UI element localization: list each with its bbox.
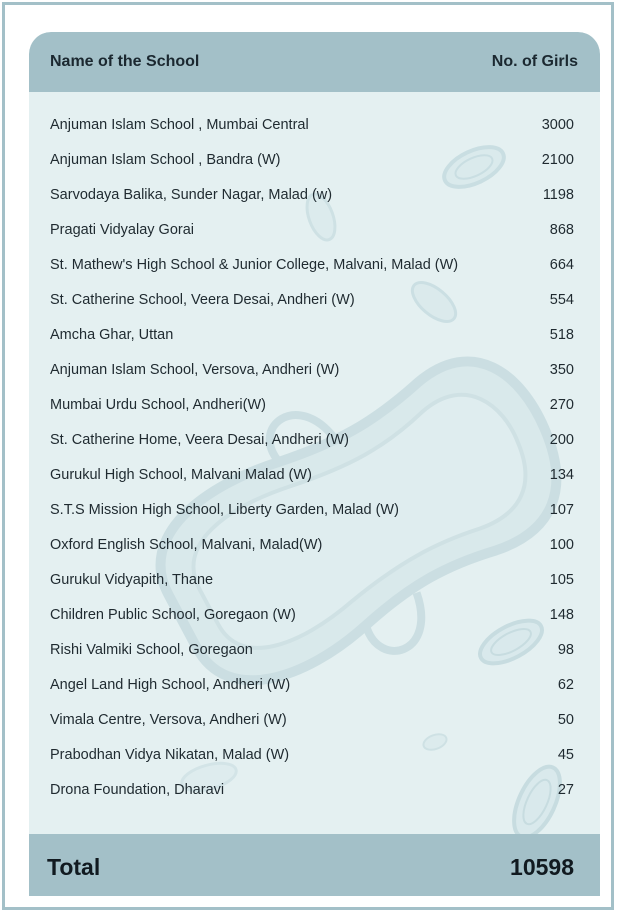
girls-count: 45	[557, 747, 574, 763]
table-row	[29, 391, 600, 426]
girls-count: 1198	[542, 187, 574, 203]
total-label: Total	[47, 854, 101, 880]
table-row	[29, 146, 600, 181]
table-row	[29, 776, 600, 811]
girls-count: 350	[549, 362, 574, 378]
girls-count: 134	[549, 467, 574, 483]
table-row	[29, 566, 600, 601]
school-name: Rishi Valmiki School, Goregaon	[50, 642, 253, 658]
girls-count: 98	[557, 642, 574, 658]
girls-count: 148	[549, 607, 574, 623]
header-school-name: Name of the School	[50, 53, 200, 70]
total-value: 10598	[510, 854, 574, 880]
girls-count: 105	[549, 572, 574, 588]
school-name: Drona Foundation, Dharavi	[50, 782, 225, 798]
table-row	[29, 601, 600, 636]
girls-count: 62	[557, 677, 574, 693]
girls-count: 554	[549, 292, 574, 308]
school-name: Prabodhan Vidya Nikatan, Malad (W)	[50, 747, 290, 763]
page-frame	[2, 2, 614, 910]
school-name: St. Catherine School, Veera Desai, Andheri (W)	[50, 292, 355, 308]
school-list	[29, 111, 600, 811]
table-row	[29, 321, 600, 356]
table-row	[29, 496, 600, 531]
table-row	[29, 741, 600, 776]
school-table-card	[29, 32, 600, 896]
table-row	[29, 111, 600, 146]
school-name: Mumbai Urdu School, Andheri(W)	[50, 397, 266, 413]
table-row	[29, 461, 600, 496]
total-row	[29, 834, 600, 896]
girls-count: 270	[549, 397, 574, 413]
school-name: Angel Land High School, Andheri (W)	[50, 677, 291, 693]
school-name: Vimala Centre, Versova, Andheri (W)	[50, 712, 287, 728]
girls-count: 200	[549, 432, 574, 448]
girls-count: 518	[549, 327, 574, 343]
girls-count: 664	[549, 257, 574, 273]
table-header	[29, 32, 600, 92]
table-row	[29, 426, 600, 461]
table-row	[29, 181, 600, 216]
school-name: S.T.S Mission High School, Liberty Garden, Malad (W)	[50, 502, 399, 518]
school-name: St. Catherine Home, Veera Desai, Andheri (W)	[50, 432, 349, 448]
girls-count: 27	[557, 782, 574, 798]
header-girls-count: No. of Girls	[491, 53, 578, 70]
school-name: Gurukul High School, Malvani Malad (W)	[50, 467, 312, 483]
table-row	[29, 216, 600, 251]
school-name: Pragati Vidyalay Gorai	[50, 222, 195, 238]
school-name: Oxford English School, Malvani, Malad(W)	[50, 537, 323, 553]
girls-count: 100	[549, 537, 574, 553]
table-row	[29, 706, 600, 741]
school-name: Anjuman Islam School , Mumbai Central	[50, 117, 309, 133]
girls-count: 3000	[541, 117, 574, 133]
table-row	[29, 671, 600, 706]
girls-count: 107	[549, 502, 574, 518]
school-name: Amcha Ghar, Uttan	[50, 327, 174, 343]
table-row	[29, 286, 600, 321]
table-row	[29, 636, 600, 671]
table-row	[29, 251, 600, 286]
school-name: Children Public School, Goregaon (W)	[50, 607, 296, 623]
school-name: St. Mathew's High School & Junior College, Malvani, Malad (W)	[50, 257, 459, 273]
school-name: Sarvodaya Balika, Sunder Nagar, Malad (w)	[50, 187, 333, 203]
table-row	[29, 531, 600, 566]
girls-count: 2100	[541, 152, 574, 168]
school-name: Anjuman Islam School, Versova, Andheri (W)	[50, 362, 340, 378]
school-name: Gurukul Vidyapith, Thane	[50, 572, 214, 588]
girls-count: 50	[557, 712, 574, 728]
girls-count: 868	[549, 222, 574, 238]
school-name: Anjuman Islam School , Bandra (W)	[50, 152, 281, 168]
table-row	[29, 356, 600, 391]
